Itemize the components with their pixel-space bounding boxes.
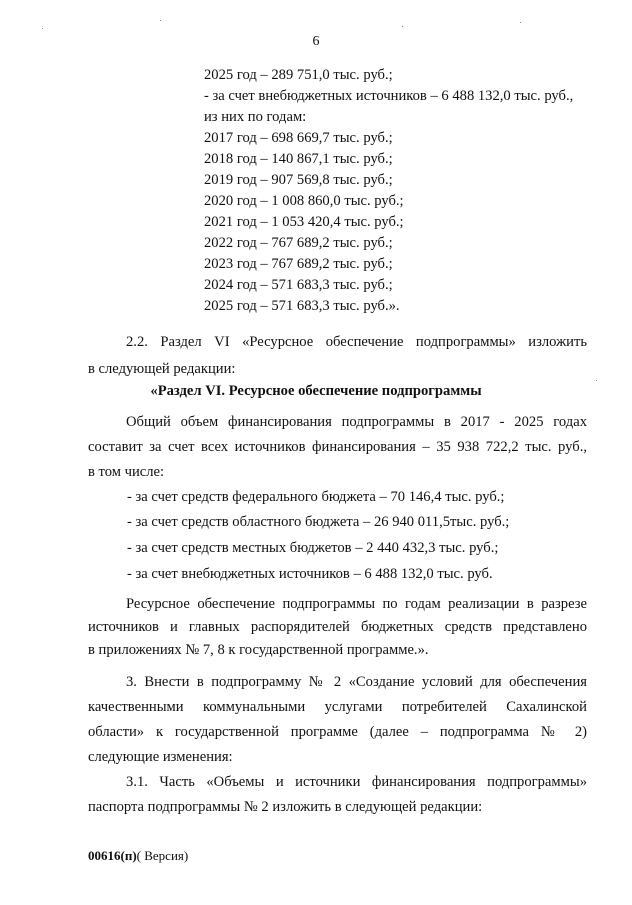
scan-speck [596,380,597,381]
paragraph-line: качественными коммунальными услугами потребителей Сахалинской [88,699,587,715]
scan-speck [42,28,43,29]
paragraph-line: в следующей редакции: [88,361,236,377]
list-item: 2017 год – 698 669,7 тыс. руб.; [204,130,393,146]
paragraph-2-2 [88,332,587,380]
document-code: 00616(п) [88,848,137,863]
paragraph-line: в приложениях № 7, 8 к государственной программе.». [88,642,429,658]
paragraph-3-1 [88,772,587,818]
paragraph-resource [88,594,587,661]
list-item: 2020 год – 1 008 860,0 тыс. руб.; [204,193,404,209]
list-item: 2021 год – 1 053 420,4 тыс. руб.; [204,214,404,230]
paragraph-line: в том числе: [88,464,165,480]
list-item: 2024 год – 571 683,3 тыс. руб.; [204,277,393,293]
section-heading: «Раздел VI. Ресурсное обеспечение подпрограммы [150,383,482,399]
scan-speck [520,22,521,23]
document-version: ( Версия) [136,848,189,863]
list-item: - за счет внебюджетных источников – 6 488 132,0 тыс. руб., [204,88,574,104]
paragraph-line: Ресурсное обеспечение подпрограммы по годам реализации в разрезе [126,596,587,612]
paragraph-3 [88,672,587,768]
paragraph-line: Общий объем финансирования подпрограммы в 2017 - 2025 годах [126,414,587,430]
list-item: из них по годам: [204,109,307,125]
document-footer [88,848,188,864]
list-item: 2023 год – 767 689,2 тыс. руб.; [204,256,393,272]
paragraph-line: следующие изменения: [88,749,233,765]
source-item: - за счет внебюджетных источников – 6 488 132,0 тыс. руб. [127,566,493,582]
list-item: 2025 год – 289 751,0 тыс. руб.; [204,67,393,83]
source-item: - за счет средств местных бюджетов – 2 440 432,3 тыс. руб.; [127,540,499,556]
list-item: 2022 год – 767 689,2 тыс. руб.; [204,235,393,251]
page-number: 6 [312,34,320,49]
paragraph-line: составит за счет всех источников финансирования – 35 938 722,2 тыс. руб., [88,439,587,455]
source-item: - за счет средств областного бюджета – 26 940 011,5тыс. руб.; [127,514,510,530]
source-item: - за счет средств федерального бюджета – 70 146,4 тыс. руб.; [127,489,505,505]
scan-speck [160,20,161,21]
list-item: 2018 год – 140 867,1 тыс. руб.; [204,151,393,167]
paragraph-total [88,412,587,483]
scan-speck [402,26,403,27]
paragraph-line: 2.2. Раздел VI «Ресурсное обеспечение подпрограммы» изложить [126,334,587,350]
paragraph-line: источников и главных распорядителей бюджетных средств представлено [88,619,587,635]
paragraph-line: 3. Внести в подпрограмму № 2 «Создание условий для обеспечения [126,674,587,690]
paragraph-line: паспорта подпрограммы № 2 изложить в следующей редакции: [88,799,483,815]
paragraph-line: 3.1. Часть «Объемы и источники финансирования подпрограммы» [126,774,587,790]
list-item: 2025 год – 571 683,3 тыс. руб.». [204,298,400,314]
list-item: 2019 год – 907 569,8 тыс. руб.; [204,172,393,188]
paragraph-line: области» к государственной программе (далее – подпрограмма № 2) [88,724,587,740]
